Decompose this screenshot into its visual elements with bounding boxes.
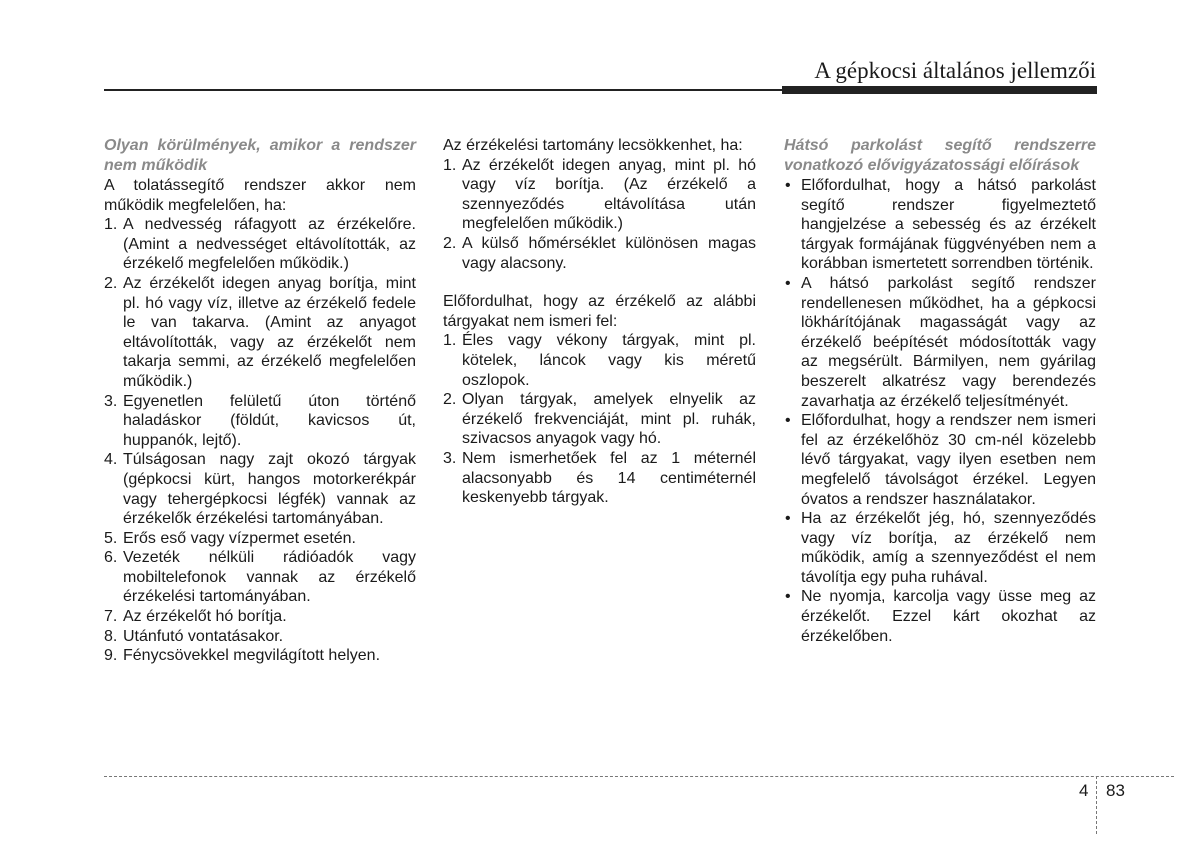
item-number: 2. — [443, 391, 457, 409]
list-item — [784, 411, 1096, 509]
item-text: Túlságosan nagy zajt okozó tárgyak (gépkocsi kürt, hangos motorkerékpár vagy tehergépkocsi légfék) vannak az érzékelők érzékelési tartományában. — [123, 451, 416, 528]
item-text: Előfordulhat, hogy a rendszer nem ismeri fel az érzékelőhöz 30 cm-nél közelebb lévő tárgyakat, vagy ilyen esetben nem megfelelő távolságot érzékel. Legyen óvatos a rendszer használatakor. — [801, 412, 1096, 508]
numbered-list — [443, 331, 756, 507]
header-rule-thick — [782, 86, 1097, 94]
column-left — [104, 136, 416, 666]
item-number: 1. — [443, 156, 457, 174]
intro-text: A tolatássegítő rendszer akkor nem működik megfelelően, ha: — [104, 177, 416, 214]
item-text: Nem ismerhetőek fel az 1 méternél alacsonyabb és 14 centiméternél keskenyebb tárgyak. — [462, 449, 756, 507]
item-text: Éles vagy vékony tárgyak, mint pl. kötelek, láncok vagy kis méretű oszlopok. — [462, 332, 756, 389]
list-item — [104, 274, 416, 392]
item-number: 7. — [104, 608, 118, 626]
list-item — [443, 234, 756, 273]
item-text: Ne nyomja, karcolja vagy üsse meg az érzékelőt. Ezzel kárt okozhat az érzékelőben. — [801, 588, 1096, 645]
list-item — [104, 215, 416, 274]
page-number: 83 — [1106, 781, 1125, 800]
item-text: Ha az érzékelőt jég, hó, szennyeződés vagy víz borítja, az érzékelő nem működik, amíg a szennyeződést el nem távolítja egy puha ruhával. — [801, 510, 1096, 586]
item-text: Előfordulhat, hogy a hátsó parkolást segítő rendszer figyelmeztető hangjelzése a sebesség és az érzékelt tárgyak formájának függvényében nem a korábban ismertetett sorrendben történik. — [801, 177, 1096, 273]
item-number: 2. — [104, 274, 118, 292]
list-item — [784, 176, 1096, 274]
list-item — [443, 331, 756, 390]
item-text: Fénycsövekkel megvilágított helyen. — [123, 647, 381, 665]
page-header-title: A gépkocsi általános jellemzői — [814, 58, 1096, 83]
paragraph-gap — [443, 273, 756, 292]
bullet-icon: • — [785, 588, 791, 606]
footer-dashed-rule — [104, 776, 1174, 777]
item-text: A nedvesség ráfagyott az érzékelőre. (Amint a nedvességet eltávolították, az érzékelő megfelelően működik.) — [123, 216, 416, 273]
item-text: Olyan tárgyak, amelyek elnyelik az érzékelő frekvenciáját, mint pl. ruhák, szivacsos anyagok vagy hó. — [462, 391, 756, 448]
item-number: 4. — [104, 451, 118, 469]
item-number: 5. — [104, 529, 118, 547]
item-number: 8. — [104, 627, 118, 645]
item-number: 1. — [104, 216, 118, 234]
bullet-list — [784, 176, 1096, 646]
item-text: Az érzékelőt idegen anyag borítja, mint pl. hó vagy víz, illetve az érzékelő fedele le van takarva. (Amint az anyagot eltávolították, vagy az érzékelőt nem takarja semmi, az érzékelő megfelelően működik.) — [123, 274, 416, 390]
intro-text: Előfordulhat, hogy az érzékelő az alábbi tárgyakat nem ismeri fel: — [443, 293, 756, 330]
intro-text: Az érzékelési tartomány lecsökkenhet, ha: — [443, 137, 743, 154]
item-text: Vezeték nélküli rádióadók vagy mobiltelefonok vannak az érzékelő érzékelési tartományában. — [123, 549, 416, 606]
section-subheading: Olyan körülmények, amikor a rendszer nem működik — [104, 137, 416, 174]
item-text: Egyenetlen felületű úton történő haladáskor (földút, kavicsos út, huppanók, lejtő). — [123, 392, 416, 449]
header-rule-thin — [104, 89, 782, 91]
item-text: Az érzékelőt hó borítja. — [123, 608, 287, 626]
section-subheading: Hátsó parkolást segítő rendszerre vonatkozó elővigyázatossági előírások — [784, 137, 1096, 174]
list-item — [443, 449, 756, 508]
list-item — [784, 587, 1096, 646]
item-text: Az érzékelőt idegen anyag, mint pl. hó vagy víz borítja. (Az érzékelő a szennyeződés eltávolítása után megfelelően működik.) — [462, 156, 756, 233]
list-item — [443, 156, 756, 234]
item-text: A hátsó parkolást segítő rendszer rendellenesen működhet, ha a gépkocsi lökhárítójának magasságát vagy az érzékelő beépítését módosították vagy az megsérült. Bármilyen, nem gyárilag beszerelt alkatrész vagy berendezés zavarhatja az érzékelő teljesítményét. — [801, 274, 1096, 410]
item-text: Erős eső vagy vízpermet esetén. — [123, 529, 356, 547]
bullet-icon: • — [785, 274, 791, 292]
list-item — [104, 529, 416, 549]
item-number: 9. — [104, 647, 118, 665]
item-number: 6. — [104, 549, 118, 567]
column-middle — [443, 136, 756, 508]
list-item — [104, 392, 416, 451]
list-item — [104, 450, 416, 528]
numbered-list — [443, 156, 756, 274]
bullet-icon: • — [785, 177, 791, 194]
list-item — [104, 607, 416, 627]
list-item — [443, 390, 756, 449]
footer-dashed-divider — [1096, 776, 1097, 834]
numbered-list — [104, 215, 416, 666]
item-text: A külső hőmérséklet különösen magas vagy alacsony. — [462, 234, 756, 272]
item-number: 1. — [443, 332, 457, 350]
bullet-icon: • — [785, 510, 791, 528]
item-text: Utánfutó vontatásakor. — [123, 627, 284, 645]
item-number: 2. — [443, 234, 457, 252]
list-item — [784, 274, 1096, 411]
column-right — [784, 136, 1096, 646]
list-item — [104, 627, 416, 647]
item-number: 3. — [104, 392, 118, 410]
item-number: 3. — [443, 449, 457, 467]
bullet-icon: • — [785, 412, 791, 430]
list-item — [104, 646, 416, 666]
chapter-number: 4 — [1079, 781, 1089, 800]
list-item — [784, 509, 1096, 587]
list-item — [104, 548, 416, 607]
